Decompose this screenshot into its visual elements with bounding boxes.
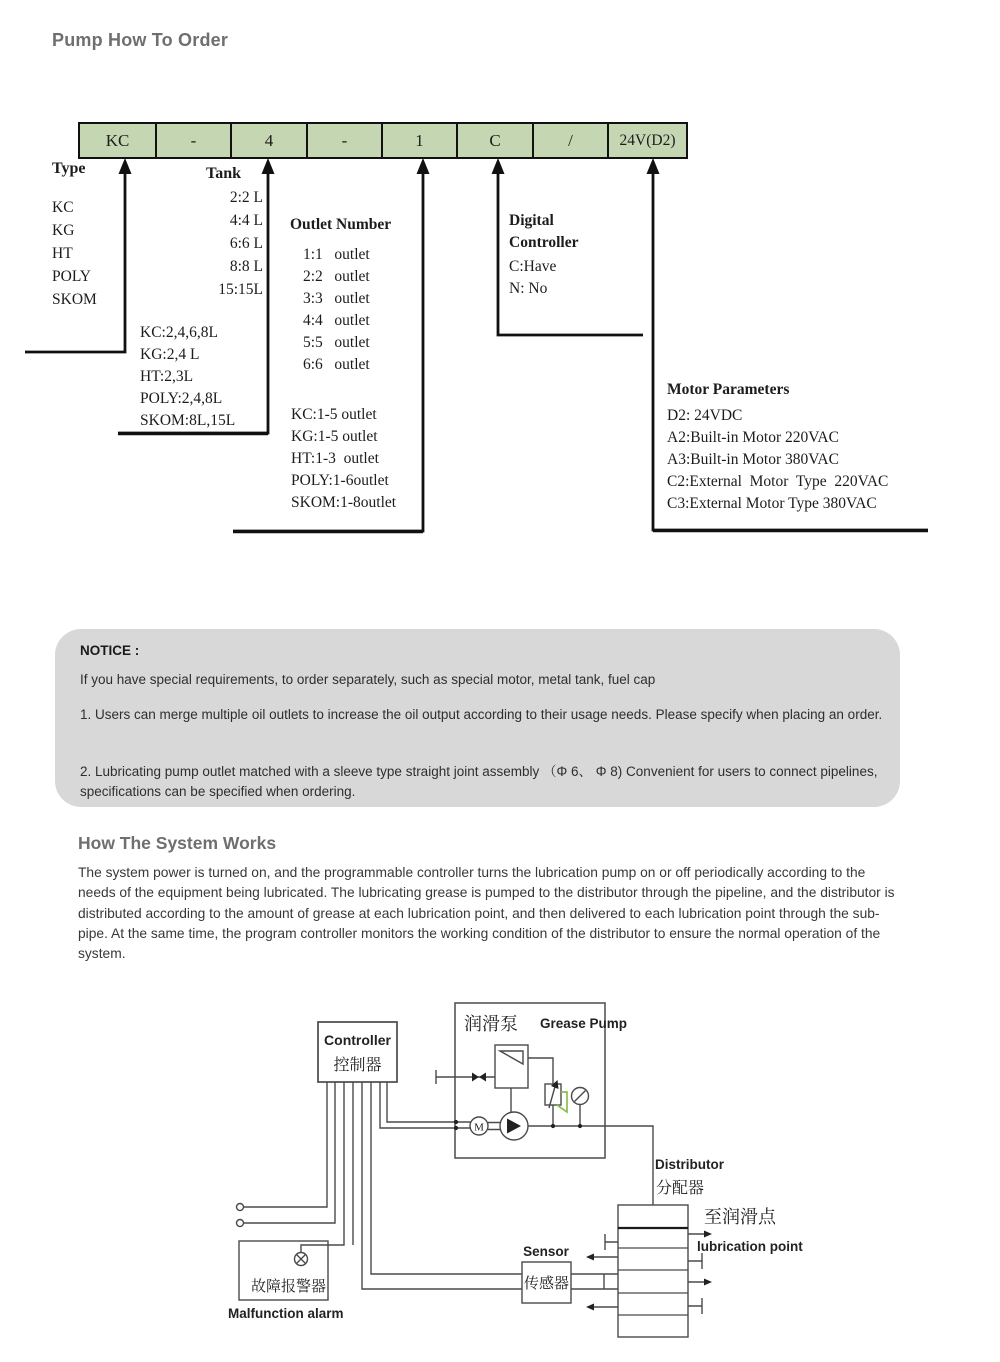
- distributor-left-ports: [592, 1234, 618, 1307]
- order-code-cell-slash: /: [532, 124, 607, 157]
- outlet-option: 2:2 outlet: [303, 268, 370, 285]
- tank-size: 15:15L: [218, 281, 263, 298]
- tank-by-model-list: [140, 322, 235, 432]
- terminal-circle-icon: [237, 1220, 244, 1227]
- notice-box: [55, 629, 900, 807]
- to-lubrication-point-label-cn: 至润滑点: [704, 1207, 776, 1227]
- sensor-wire-1: [371, 1082, 522, 1274]
- left-arrow-icon: [586, 1304, 594, 1311]
- tank-by-model: KG:2,4 L: [140, 346, 200, 363]
- order-code-cell-type: KC: [80, 124, 155, 157]
- outlet-option: 6:6 outlet: [303, 356, 370, 373]
- tank-size: 6:6 L: [229, 235, 263, 252]
- notice-intro: If you have special requirements, to order separately, such as special motor, metal tank, fuel cap: [80, 672, 656, 687]
- digital-column-header: Digital Controller: [509, 212, 579, 251]
- type-item: HT: [52, 245, 73, 262]
- sensor-label-cn: 传感器: [523, 1275, 570, 1292]
- sensor-to-distributor-lines: [571, 1274, 618, 1289]
- terminal-circle-icon: [237, 1204, 244, 1211]
- motor-letter: M: [474, 1121, 484, 1134]
- digital-arrow-icon: [492, 158, 505, 174]
- right-arrow-icon: [704, 1279, 712, 1286]
- outlet-options-list: [303, 244, 370, 376]
- motor-option: D2: 24VDC: [667, 407, 743, 424]
- check-valve-icon: [479, 1073, 486, 1082]
- pump-flow-triangle-icon: [507, 1119, 521, 1134]
- motor-options-list: [667, 405, 888, 515]
- type-column-list: [52, 196, 97, 311]
- notice-item-2: 2. Lubricating pump outlet matched with a sleeve type straight joint assembly （Φ 6、 Φ 8) Convenient for users to connect pipelines, specifications can be specified when ordering.: [80, 764, 878, 799]
- alarm-wire: [301, 1082, 344, 1253]
- tank-by-model: KC:2,4,6,8L: [140, 324, 218, 341]
- order-code-cell-dash1: -: [155, 124, 230, 157]
- tank-column-header: Tank: [206, 165, 241, 182]
- motor-arrow-icon: [647, 158, 660, 174]
- motor-option: A3:Built-in Motor 380VAC: [667, 451, 839, 468]
- type-item: POLY: [52, 268, 91, 285]
- controller-wires: [244, 1082, 522, 1289]
- left-arrow-icon: [586, 1254, 594, 1261]
- controller-label-cn: 控制器: [333, 1057, 382, 1074]
- outlet-option: 3:3 outlet: [303, 290, 370, 307]
- digital-option: N: No: [509, 280, 548, 297]
- type-column-header: Type: [52, 160, 86, 177]
- motor-option: C3:External Motor Type 380VAC: [667, 495, 877, 512]
- how-it-works-heading: How The System Works: [78, 833, 277, 853]
- outlet-arrow-icon: [417, 158, 430, 174]
- junction-dot: [454, 1120, 458, 1124]
- type-arrow-icon: [119, 158, 132, 174]
- check-valve-icon: [472, 1073, 479, 1082]
- outlet-option: 1:1 outlet: [303, 246, 370, 263]
- fill-port-line: [436, 1070, 495, 1084]
- outlet-by-model: KG:1-5 outlet: [291, 428, 378, 445]
- tank-size: 8:8 L: [229, 258, 263, 275]
- sensor-label-en: Sensor: [523, 1244, 569, 1259]
- type-item: KC: [52, 199, 74, 216]
- up-arrowheads: [119, 158, 660, 174]
- order-code-cell-dash2: -: [306, 124, 381, 157]
- tank-arrow-icon: [262, 158, 275, 174]
- motor-column-header: Motor Parameters: [667, 381, 790, 398]
- order-code-cell-motor: 24V(D2): [607, 124, 686, 157]
- main-pipe: [528, 1126, 653, 1205]
- distributor-label-cn: 分配器: [656, 1180, 705, 1197]
- tank-size: 2:2 L: [229, 189, 263, 206]
- relief-pilot-green-line: [557, 1092, 567, 1112]
- tank-size: 4:4 L: [229, 212, 263, 229]
- outlet-by-model: KC:1-5 outlet: [291, 406, 377, 423]
- tank-by-model: POLY:2,4,8L: [140, 390, 223, 407]
- outlet-by-model: SKOM:1-8outlet: [291, 494, 397, 511]
- system-diagram: [0, 985, 1000, 1362]
- notice-title: NOTICE :: [80, 643, 140, 658]
- outlet-by-model-list: [291, 404, 396, 514]
- motor-option: C2:External Motor Type 220VAC: [667, 473, 889, 490]
- how-it-works-paragraph: The system power is turned on, and the programmable controller turns the lubrication pump on or off periodically according to the needs of the equipment being lubricated. The lubricating grease is pumped to the distributor through the pipeline, and the distributor is distributed according to the amount of grease at each lubrication point, and then delivered to each lubrication point through the sub-pipe. At the same time, the program controller monitors the working condition of the distributor to ensure the normal operation of the system.: [78, 865, 895, 962]
- coupling-lines: [488, 1123, 500, 1130]
- grease-pump-label-en: Grease Pump: [540, 1016, 628, 1031]
- reservoir-symbol: [495, 1045, 528, 1112]
- lamp-icon: [295, 1253, 308, 1266]
- outlet-option: 4:4 outlet: [303, 312, 370, 329]
- junction-dot: [454, 1126, 458, 1130]
- tank-size-list: [180, 186, 263, 301]
- controller-label-en: Controller: [324, 1032, 391, 1048]
- order-chart-connectors: [0, 0, 1000, 620]
- grease-pump-label-cn: 润滑泵: [464, 1014, 518, 1034]
- outlet-by-model: HT:1-3 outlet: [291, 450, 379, 467]
- malfunction-alarm-label-cn: 故障报警器: [251, 1278, 327, 1295]
- junction-dot: [578, 1124, 582, 1128]
- outlet-by-model: POLY:1-6outlet: [291, 472, 389, 489]
- malfunction-alarm-label-en: Malfunction alarm: [228, 1306, 344, 1321]
- type-item: SKOM: [52, 291, 97, 308]
- type-item: KG: [52, 222, 75, 239]
- digital-option: C:Have: [509, 258, 557, 275]
- relief-feed-line: [528, 1058, 553, 1084]
- pressure-gauge-icon: [572, 1088, 589, 1127]
- outlet-option: 5:5 outlet: [303, 334, 370, 351]
- order-code-cell-digital: C: [456, 124, 532, 157]
- outlet-column-header: Outlet Number: [290, 216, 392, 233]
- junction-dot: [551, 1124, 555, 1128]
- page-title: Pump How To Order: [52, 30, 229, 50]
- distributor-box: [618, 1205, 688, 1337]
- right-arrow-icon: [704, 1231, 712, 1238]
- order-code-cell-tank: 4: [230, 124, 306, 157]
- notice-item-1: 1. Users can merge multiple oil outlets to increase the oil output according to their usage needs. Please specify when placing an order.: [80, 707, 883, 722]
- lubrication-point-label-en: lubrication point: [697, 1239, 803, 1254]
- sensor-wire-2: [362, 1082, 522, 1289]
- motor-wire-1: [387, 1082, 471, 1122]
- order-code-cell-outlet: 1: [381, 124, 456, 157]
- relief-valve-symbol: [545, 1083, 561, 1126]
- digital-options-list: [509, 256, 556, 300]
- tank-by-model: HT:2,3L: [140, 368, 194, 385]
- tank-by-model: SKOM:8L,15L: [140, 412, 236, 429]
- distributor-label-en: Distributor: [655, 1157, 724, 1172]
- motor-option: A2:Built-in Motor 220VAC: [667, 429, 839, 446]
